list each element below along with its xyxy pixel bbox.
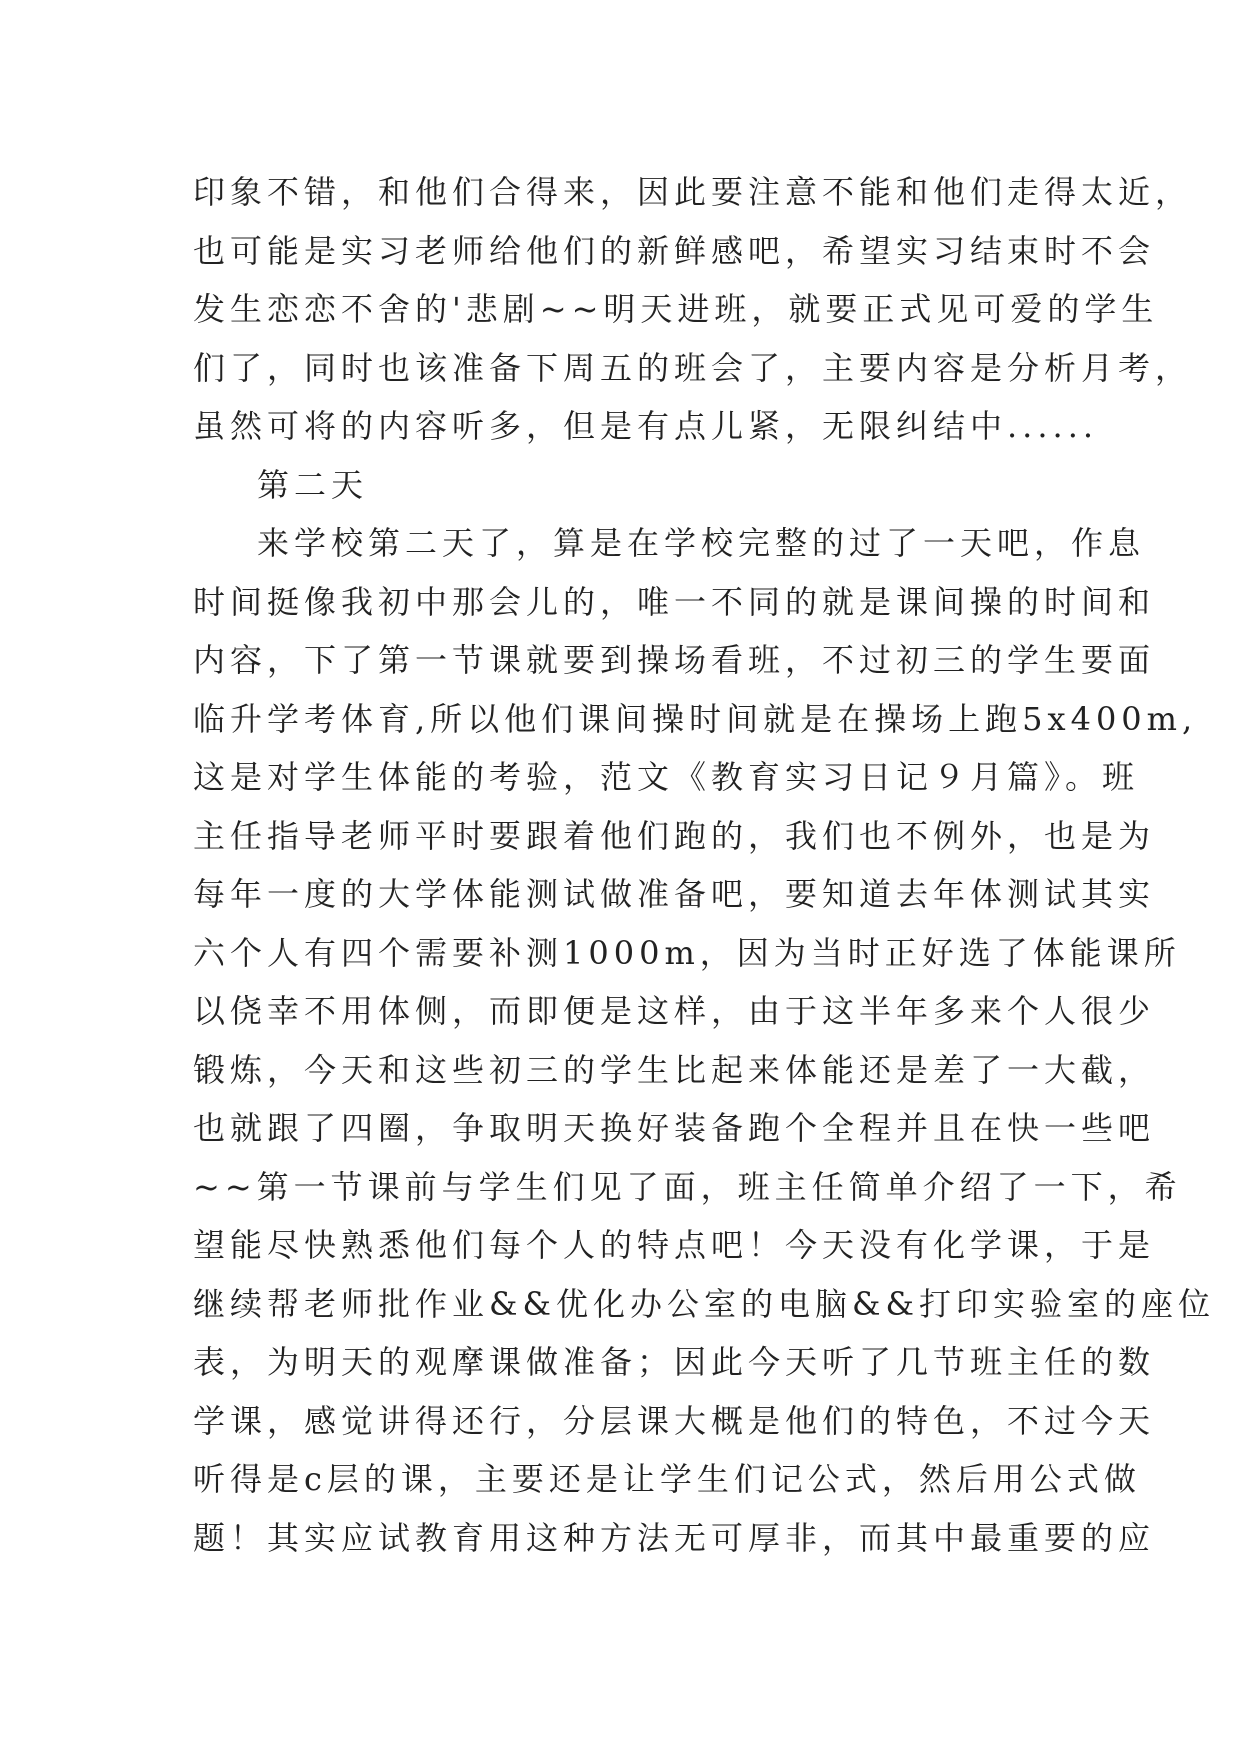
text-line: ~~第一节课前与学生们见了面，班主任简单介绍了一下，希 bbox=[193, 1167, 1182, 1206]
text-line: 们了，同时也该准备下周五的班会了，主要内容是分析月考， bbox=[193, 348, 1193, 387]
section-heading: 第二天 bbox=[257, 465, 369, 504]
paragraph-start-line: 来学校第二天了，算是在学校完整的过了一天吧，作息 bbox=[257, 524, 1146, 562]
text-line: 表，为明天的观摩课做准备；因此今天听了几节班主任的数 bbox=[193, 1343, 1156, 1381]
text-line: 继续帮老师批作业&&优化办公室的电脑&&打印实验室的座位 bbox=[193, 1284, 1215, 1323]
text-line: 每年一度的大学体能测试做准备吧，要知道去年体测试其实 bbox=[193, 875, 1156, 913]
text-line: 听得是c层的课，主要还是让学生们记公式，然后用公式做 bbox=[193, 1460, 1141, 1498]
text-line: 时间挺像我初中那会儿的，唯一不同的就是课间操的时间和 bbox=[193, 582, 1156, 621]
text-line: 印象不错，和他们合得来，因此要注意不能和他们走得太近， bbox=[193, 173, 1193, 211]
text-line: 六个人有四个需要补测1000m，因为当时正好选了体能课所 bbox=[193, 933, 1181, 972]
text-line: 也就跟了四圈，争取明天换好装备跑个全程并且在快一些吧 bbox=[193, 1109, 1156, 1147]
text-line: 以侥幸不用体侧，而即便是这样，由于这半年多来个人很少 bbox=[193, 992, 1156, 1030]
text-line: 发生恋恋不舍的'悲剧~~明天进班，就要正式见可爱的学生 bbox=[193, 290, 1159, 328]
text-line: 临升学考体育,所以他们课间操时间就是在操场上跑5x400m, bbox=[193, 699, 1198, 738]
text-line: 主任指导老师平时要跟着他们跑的，我们也不例外，也是为 bbox=[193, 816, 1156, 855]
text-line: 内容，下了第一节课就要到操场看班，不过初三的学生要面 bbox=[193, 641, 1156, 679]
text-line: 题！其实应试教育用这种方法无可厚非，而其中最重要的应 bbox=[193, 1518, 1156, 1557]
text-line: 也可能是实习老师给他们的新鲜感吧，希望实习结束时不会 bbox=[193, 231, 1156, 270]
text-line: 锻炼，今天和这些初三的学生比起来体能还是差了一大截， bbox=[193, 1050, 1156, 1089]
text-line: 这是对学生体能的考验，范文《教育实习日记９月篇》。班 bbox=[193, 758, 1140, 796]
text-line: 望能尽快熟悉他们每个人的特点吧！今天没有化学课，于是 bbox=[193, 1226, 1156, 1264]
body-text bbox=[193, 163, 1215, 1567]
text-line: 虽然可将的内容听多，但是有点儿紧，无限纠结中...... bbox=[193, 407, 1099, 445]
text-line: 学课，感觉讲得还行，分层课大概是他们的特色，不过今天 bbox=[193, 1401, 1156, 1440]
